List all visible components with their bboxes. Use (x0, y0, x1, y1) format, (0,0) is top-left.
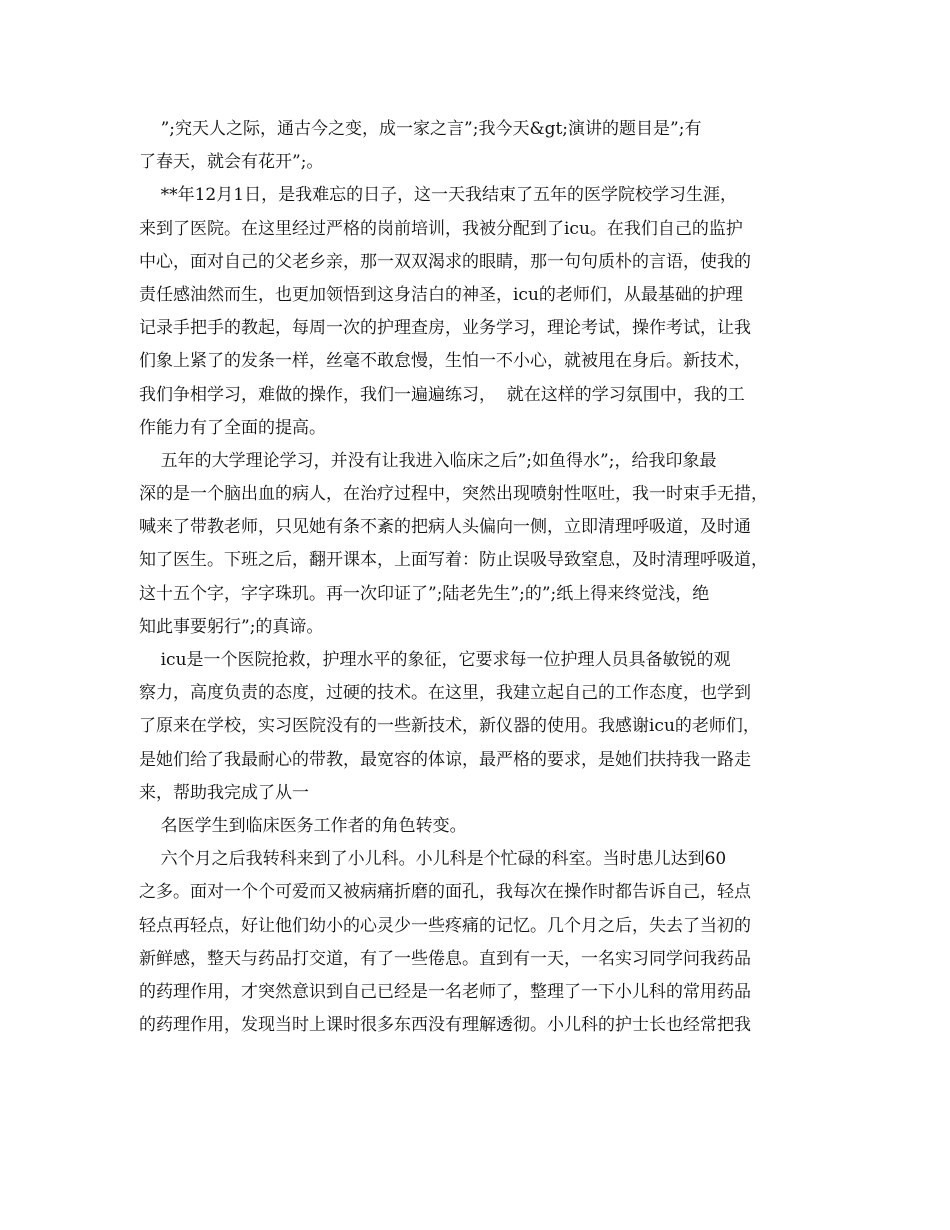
text-line: 六个月之后我转科来到了小儿科。小儿科是个忙碌的科室。当时患儿达到60 (139, 849, 727, 870)
text-line: 轻点再轻点，好让他们幼小的心灵少一些疼痛的记忆。几个月之后，失去了当初的 (139, 915, 751, 936)
text-line: 来到了医院。在这里经过严格的岗前培训，我被分配到了icu。在我们自己的监护 (139, 218, 743, 239)
text-line: 了原来在学校，实习医院没有的一些新技术，新仪器的使用。我感谢icu的老师们， (139, 716, 760, 737)
text-line: 中心，面对自己的父老乡亲，那一双双渴求的眼睛，那一句句质朴的言语，使我的 (139, 251, 751, 272)
text-line: 责任感油然而生，也更加领悟到这身洁白的神圣，icu的老师们，从最基础的护理 (139, 284, 743, 305)
text-line: 了春天，就会有花开”;。 (139, 152, 324, 173)
text-line: 这十五个字，字字珠玑。再一次印证了”;陆老先生”;的”;纸上得来终觉浅，绝 (139, 583, 710, 604)
text-line: 我们争相学习，难做的操作，我们一遍遍练习， 就在这样的学习氛围中，我的工 (139, 384, 745, 405)
text-line: 新鲜感，整天与药品打交道，有了一些倦息。直到有一天，一名实习同学问我药品 (139, 948, 751, 969)
text-line: 五年的大学理论学习，并没有让我进入临床之后”;如鱼得水”;，给我印象最 (139, 450, 717, 471)
text-line: 是她们给了我最耐心的带教，最宽容的体谅，最严格的要求，是她们扶持我一路走 (139, 749, 751, 770)
text-line: icu是一个医院抢救，护理水平的象征，它要求每一位护理人员具备敏锐的观 (139, 650, 731, 670)
text-line: 知了医生。下班之后，翻开课本，上面写着：防止误吸导致窒息，及时清理呼吸道， (139, 550, 768, 571)
text-line: 知此事要躬行”;的真谛。 (139, 616, 324, 637)
text-line: 记录手把手的教起，每周一次的护理查房，业务学习，理论考试，操作考试，让我 (139, 318, 751, 339)
text-line: 喊来了带教老师，只见她有条不紊的把病人头偏向一侧，立即清理呼吸道，及时通 (139, 517, 751, 538)
text-line: ”;究天人之际，通古今之变，成一家之言”;我今天&gt;演讲的题目是”;有 (139, 119, 702, 139)
text-line: 们象上紧了的发条一样，丝毫不敢怠慢，生怕一不小心，就被甩在身后。新技术， (139, 351, 751, 372)
text-line: 的药理作用，才突然意识到自己已经是一名老师了，整理了一下小儿科的常用药品 (139, 981, 751, 1002)
text-line: 名医学生到临床医务工作者的角色转变。 (139, 815, 467, 836)
text-line: 深的是一个脑出血的病人，在治疗过程中，突然出现喷射性呕吐，我一时束手无措， (139, 484, 768, 505)
body-text (139, 113, 819, 1042)
text-line: 作能力有了全面的提高。 (139, 417, 326, 438)
text-line: **年12月1日，是我难忘的日子，这一天我结束了五年的医学院校学习生涯， (139, 185, 738, 206)
text-line: 的药理作用，发现当时上课时很多东西没有理解透彻。小儿科的护士长也经常把我 (139, 1015, 751, 1036)
text-line: 之多。面对一个个可爱而又被病痛折磨的面孔，我每次在操作时都告诉自己，轻点 (139, 882, 751, 903)
text-line: 察力，高度负责的态度，过硬的技术。在这里，我建立起自己的工作态度，也学到 (139, 683, 751, 704)
text-line: 来，帮助我完成了从一 (139, 782, 309, 803)
